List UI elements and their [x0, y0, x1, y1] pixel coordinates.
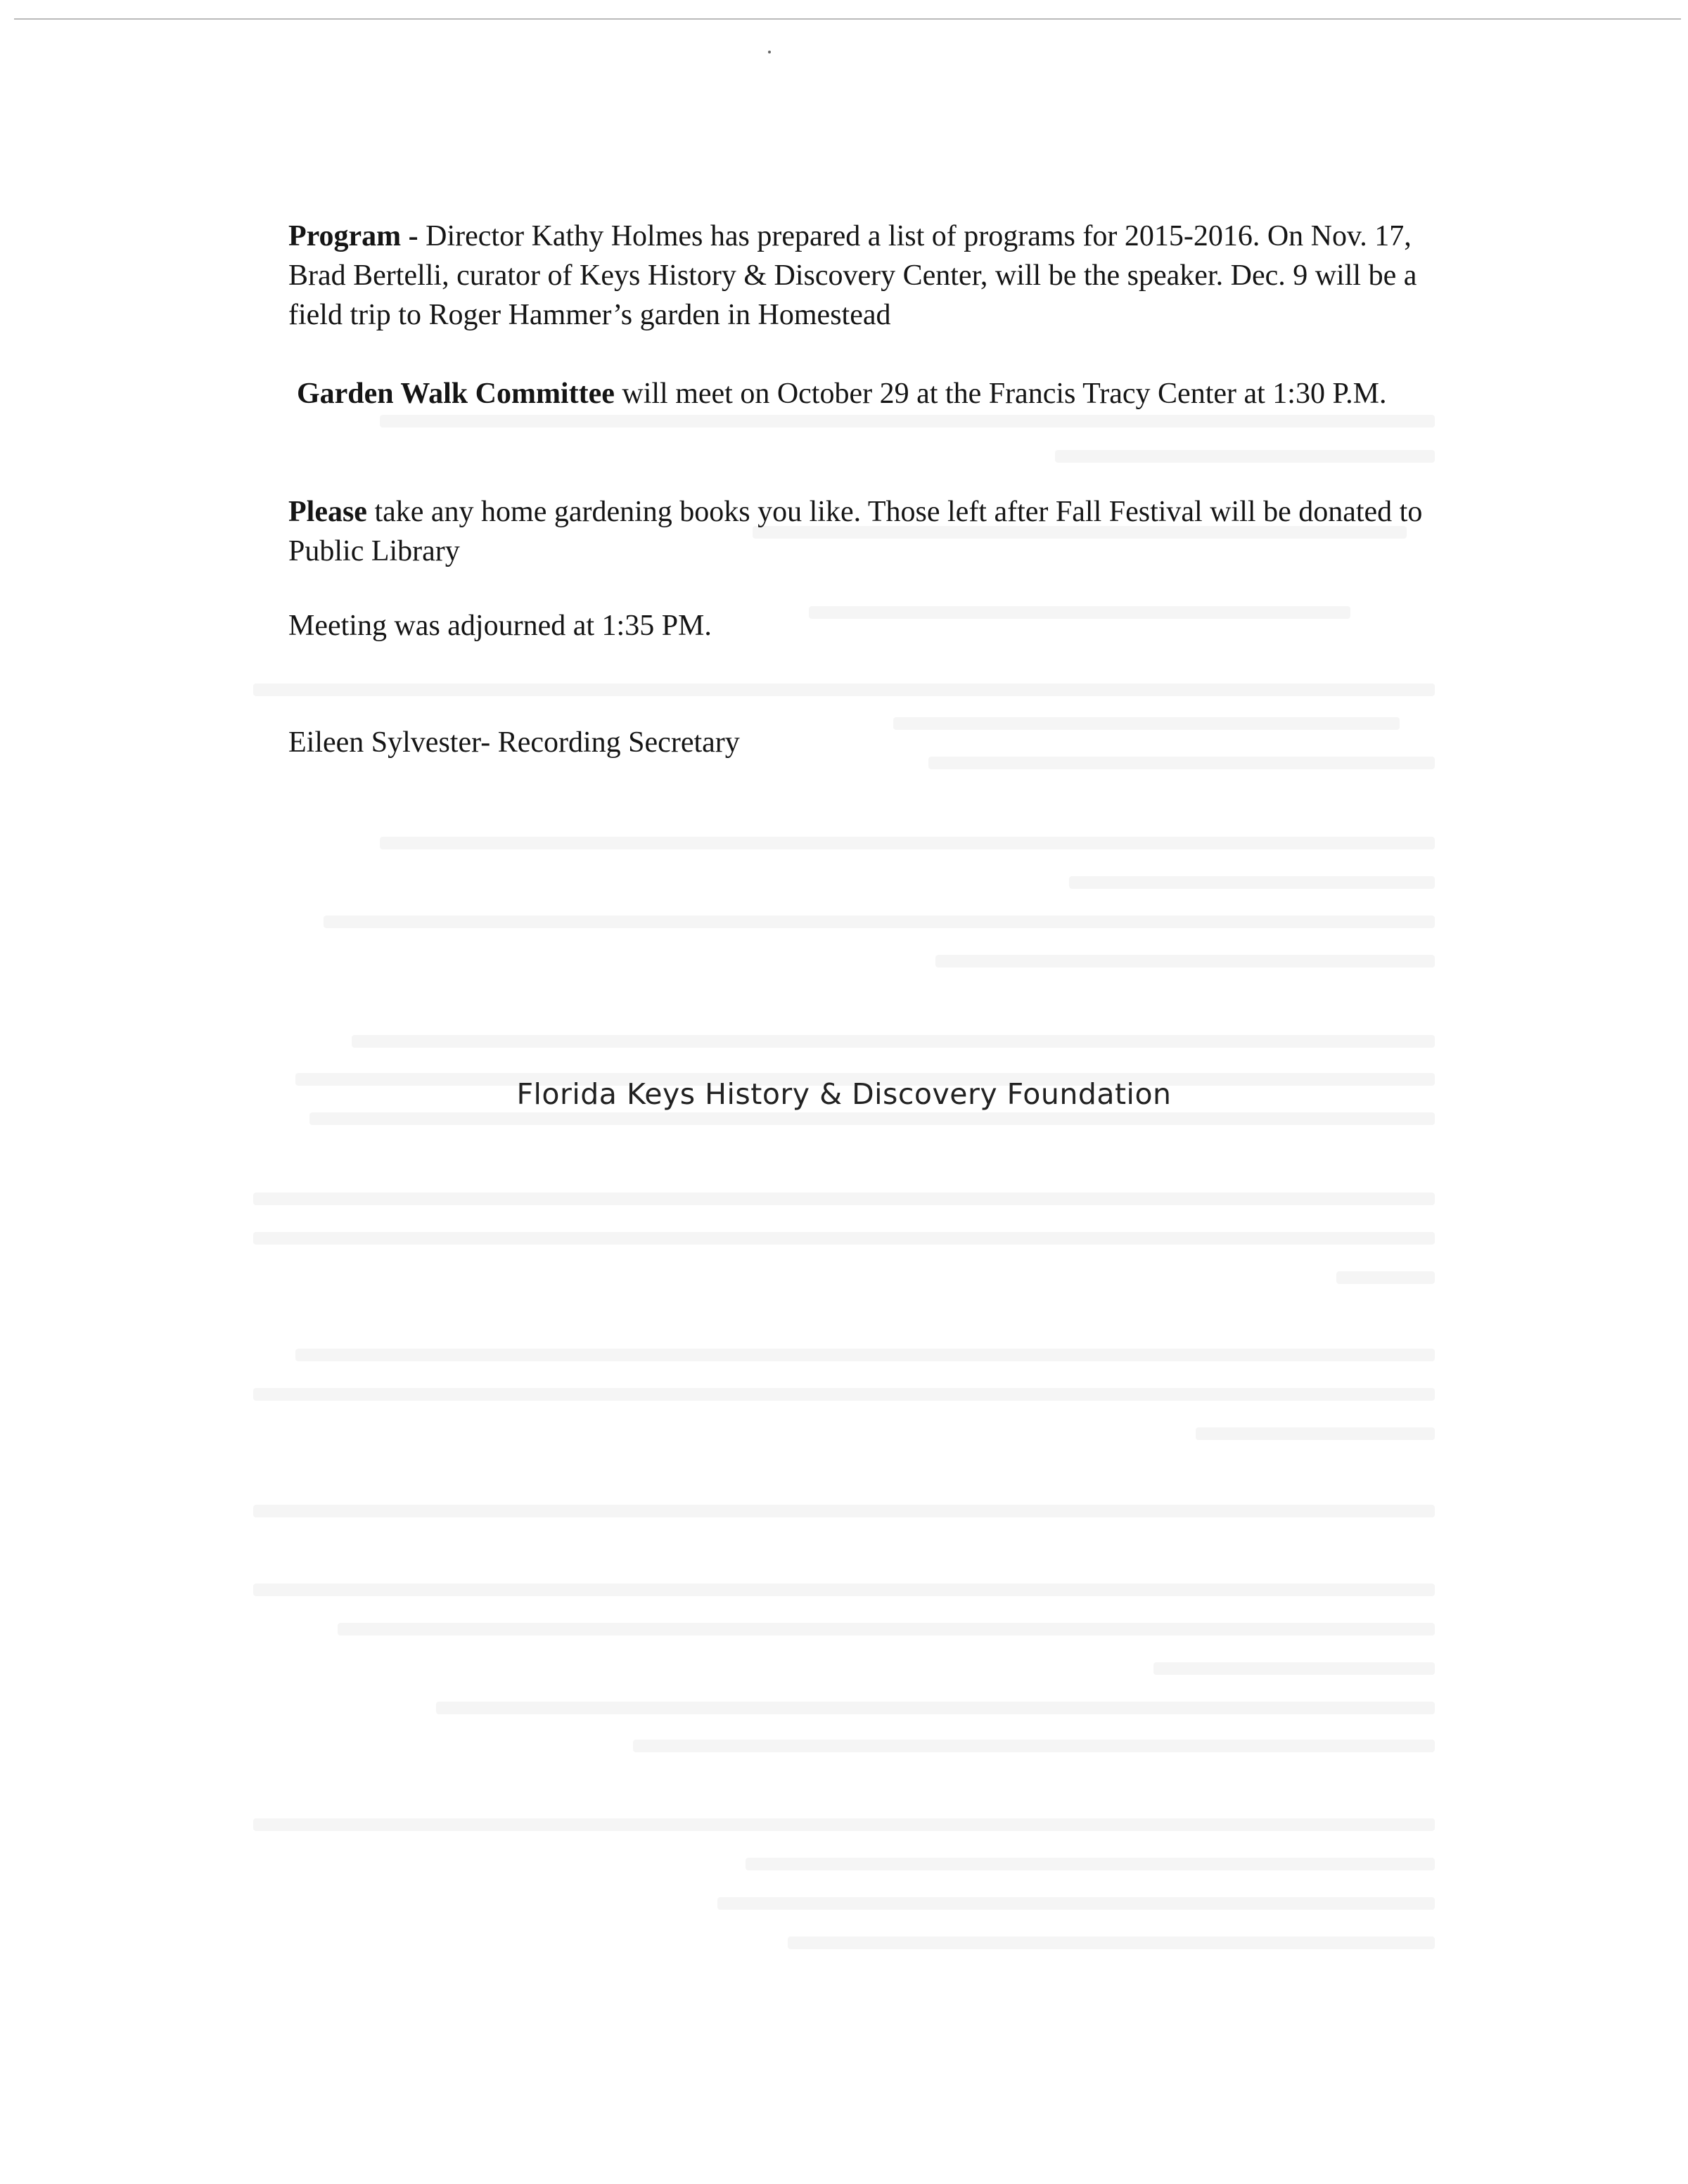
bleed-through-line [788, 1936, 1435, 1949]
bleed-through-line [253, 1232, 1435, 1245]
scan-speck [768, 51, 771, 53]
bleed-through-line [1153, 1662, 1435, 1675]
page-top-edge [14, 18, 1681, 20]
bleed-through-line [1069, 876, 1435, 889]
bleed-through-line [324, 916, 1435, 928]
bleed-through-line [717, 1897, 1435, 1910]
books-paragraph [288, 492, 1456, 571]
bleed-through-line [309, 1112, 1435, 1125]
bleed-through-line [1336, 1271, 1435, 1284]
watermark-text: Florida Keys History & Discovery Foundation [516, 1077, 1172, 1111]
bleed-through-line [380, 837, 1435, 849]
bleed-through-line [746, 1858, 1435, 1870]
bleed-through-line [253, 1193, 1435, 1205]
bleed-through-line [338, 1623, 1435, 1636]
adjourned-paragraph: Meeting was adjourned at 1:35 PM. [288, 610, 712, 642]
bleed-through-line [380, 415, 1435, 428]
bleed-through-line [253, 1818, 1435, 1831]
garden-walk-text: will meet on October 29 at the Francis Tracy Center at 1:30 P.M. [614, 378, 1387, 410]
bleed-through-line [436, 1702, 1435, 1714]
program-heading: Program - [288, 220, 418, 252]
bleed-through-line [295, 1349, 1435, 1361]
bleed-through-line [1055, 450, 1435, 463]
garden-walk-paragraph [297, 374, 1464, 413]
signature-line: Eileen Sylvester- Recording Secretary [288, 726, 740, 759]
books-text: take any home gardening books you like. Those left after Fall Festival will be donated to Public Library [288, 496, 1423, 567]
bleed-through-line [253, 1584, 1435, 1596]
program-text: Director Kathy Holmes has prepared a list of programs for 2015-2016. On Nov. 17, Brad Bertelli, curator of Keys History & Discovery Center, will be the speaker. Dec. 9 will be a field trip to Roger Hammer’s garden in Homestead [288, 220, 1417, 331]
bleed-through-line [253, 683, 1435, 696]
bleed-through-line [1196, 1427, 1435, 1440]
bleed-through-line [935, 955, 1435, 968]
garden-walk-heading: Garden Walk Committee [297, 378, 615, 410]
books-heading: Please [288, 496, 367, 528]
bleed-through-line [633, 1740, 1435, 1752]
program-paragraph [288, 217, 1456, 335]
bleed-through-line [253, 1505, 1435, 1517]
bleed-through-line [352, 1035, 1435, 1048]
bleed-through-line [253, 1388, 1435, 1401]
